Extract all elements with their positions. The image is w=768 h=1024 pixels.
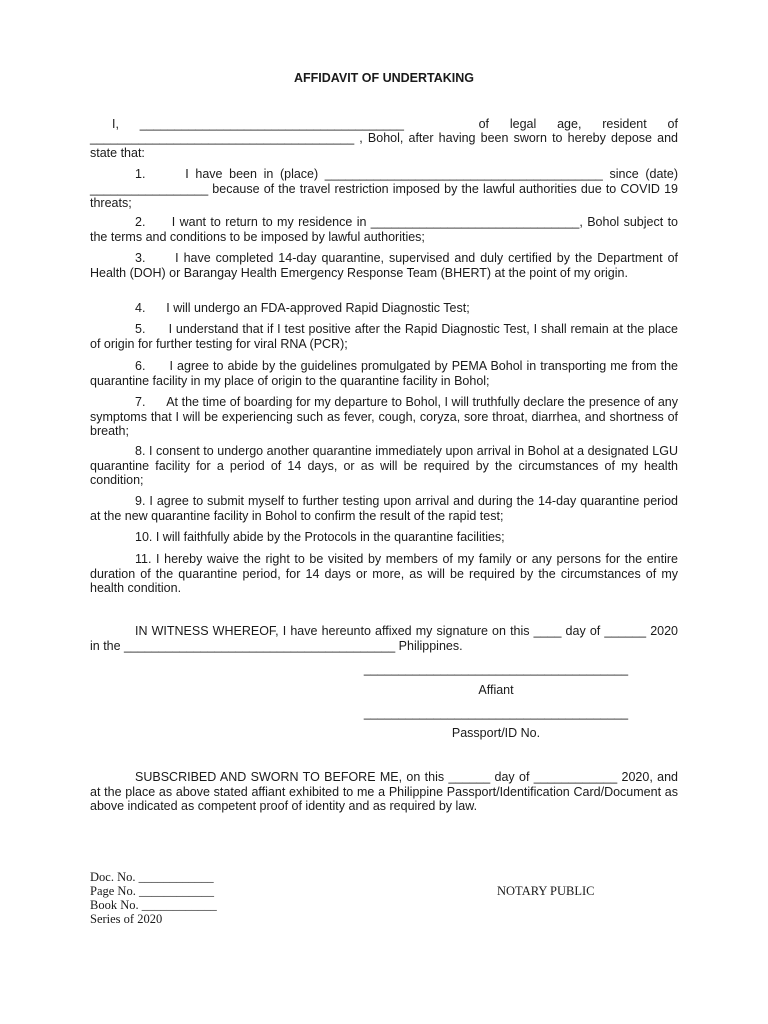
page-no: Page No. ____________ [90, 884, 214, 898]
item-1-text: 1. I have been in (place) ________________________________________ since (date) _________________ because of the travel restriction imposed by the lawful authorities due to COVID 19 threats; [90, 167, 682, 211]
item-11-text: 11. I hereby waive the right to be visited by members of my family or any persons for the entire duration of the quarantine period, for 14 days or more, as will be required by the circumstances of my health condition. [90, 552, 682, 596]
document-title: AFFIDAVIT OF UNDERTAKING [293, 71, 475, 85]
passport-label: Passport/ID No. [451, 726, 541, 740]
affiant-signature-line: ______________________________________ [363, 662, 629, 676]
item-8 [90, 444, 682, 488]
subscribed-text: SUBSCRIBED AND SWORN TO BEFORE ME, on this ______ day of ____________ 2020, and at the place as above stated affiant exhibited to me a Philippine Passport/Identification Card/Document as above indicated as competent proof of identity and as required by law. [90, 770, 678, 814]
item-2-text: 2. I want to return to my residence in ______________________________, Bohol subject to the terms and conditions to be imposed by lawful authorities; [90, 215, 682, 244]
item-9 [90, 494, 682, 523]
intro-legal-age: of legal age, resident of [478, 117, 678, 131]
item-1 [90, 167, 682, 211]
item-6-text: 6. I agree to abide by the guidelines promulgated by PEMA Bohol in transporting me from the quarantine facility in my place of origin to the quarantine facility in Bohol; [90, 359, 682, 388]
notary-public-label: NOTARY PUBLIC [497, 884, 595, 898]
item-4 [90, 301, 678, 316]
item-5 [90, 322, 682, 351]
book-no: Book No. ____________ [90, 898, 217, 912]
item-7-text: 7. At the time of boarding for my departure to Bohol, I will truthfully declare the presence of any symptoms that I will be experiencing such as fever, cough, coryza, sore throat, diarrhea, and shortness of breath; [90, 395, 682, 439]
passport-signature-line: ______________________________________ [363, 706, 629, 720]
witness-paragraph [90, 624, 678, 653]
doc-no: Doc. No. ____________ [90, 870, 214, 884]
item-7 [90, 395, 682, 439]
item-3-text: 3. I have completed 14-day quarantine, supervised and duly certified by the Department of Health (DOH) or Barangay Health Emergency Response Team (BHERT) at the point of my origin. [90, 251, 682, 280]
subscribed-paragraph [90, 770, 678, 814]
item-3 [90, 251, 682, 280]
series: Series of 2020 [90, 912, 163, 926]
item-2 [90, 215, 682, 244]
item-9-text: 9. I agree to submit myself to further testing upon arrival and during the 14-day quarantine period at the new quarantine facility in Bohol to confirm the result of the rapid test; [90, 494, 682, 523]
affiant-label: Affiant [478, 683, 514, 697]
item-4-text: 4. I will undergo an FDA-approved Rapid Diagnostic Test; [135, 301, 470, 315]
item-10 [90, 530, 678, 545]
witness-text: IN WITNESS WHEREOF, I have hereunto affixed my signature on this ____ day of ______ 2020 in the _______________________________________ Philippines. [90, 624, 678, 653]
item-11 [90, 552, 682, 596]
item-5-text: 5. I understand that if I test positive after the Rapid Diagnostic Test, I shall remain at the place of origin for further testing for viral RNA (PCR); [90, 322, 682, 351]
item-8-text: 8. I consent to undergo another quarantine immediately upon arrival in Bohol at a designated LGU quarantine facility for a period of 14 days, or as will be required by the circumstances of my health condition; [90, 444, 682, 488]
intro-paragraph: ______________________________________ , Bohol, after having been sworn to hereby depose and state that: [90, 131, 678, 160]
intro-name-blank: I, ______________________________________ [112, 117, 404, 131]
item-10-text: 10. I will faithfully abide by the Protocols in the quarantine facilities; [135, 530, 505, 544]
item-6 [90, 359, 682, 388]
